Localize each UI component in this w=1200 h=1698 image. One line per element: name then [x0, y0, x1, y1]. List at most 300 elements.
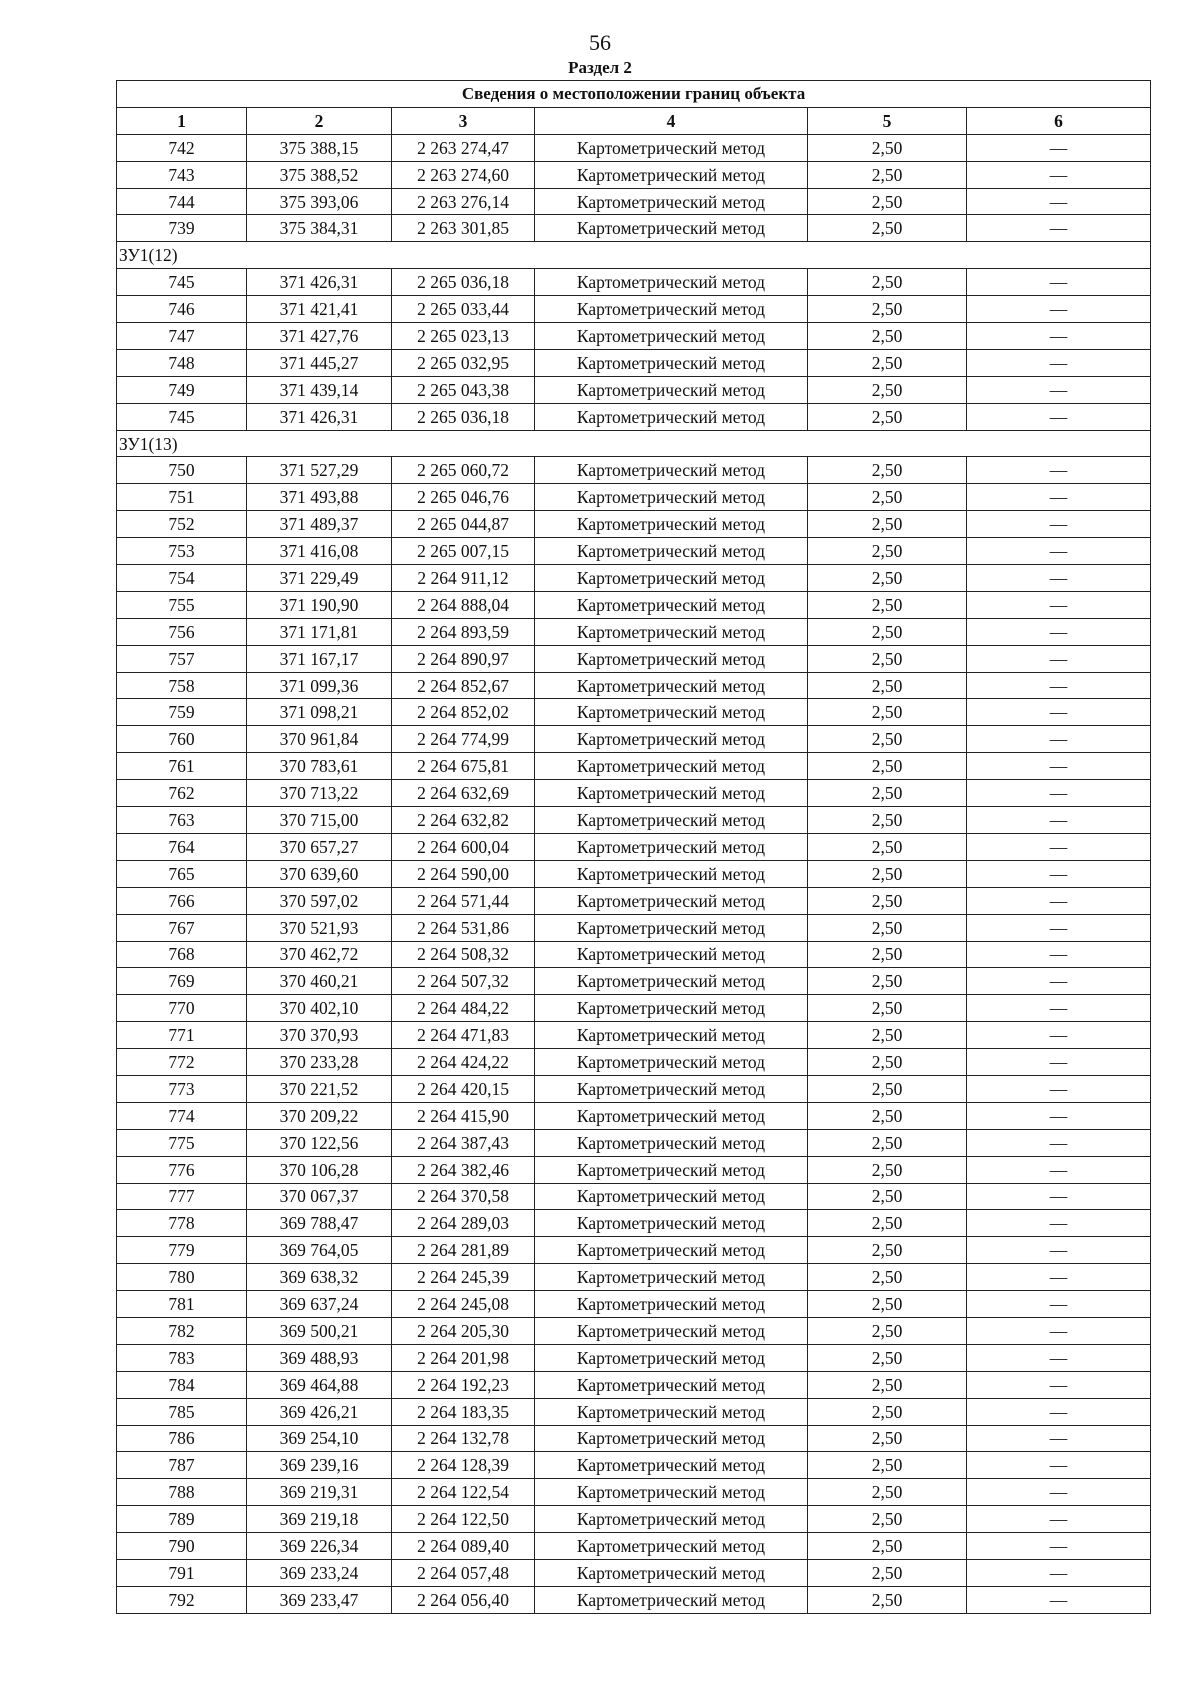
- y-coordinate-cell: 2 264 484,22: [392, 995, 535, 1022]
- accuracy-cell: 2,50: [808, 941, 967, 968]
- point-number-cell: 743: [117, 161, 247, 188]
- method-cell: Картометрический метод: [535, 780, 808, 807]
- note-cell: —: [967, 1533, 1151, 1560]
- point-number-cell: 764: [117, 833, 247, 860]
- accuracy-cell: 2,50: [808, 215, 967, 242]
- accuracy-cell: 2,50: [808, 269, 967, 296]
- y-coordinate-cell: 2 264 183,35: [392, 1398, 535, 1425]
- x-coordinate-cell: 371 416,08: [247, 538, 392, 565]
- y-coordinate-cell: 2 263 276,14: [392, 188, 535, 215]
- method-cell: Картометрический метод: [535, 807, 808, 834]
- x-coordinate-cell: 371 171,81: [247, 618, 392, 645]
- y-coordinate-cell: 2 264 675,81: [392, 753, 535, 780]
- method-cell: Картометрический метод: [535, 349, 808, 376]
- accuracy-cell: 2,50: [808, 645, 967, 672]
- accuracy-cell: 2,50: [808, 1452, 967, 1479]
- note-cell: —: [967, 565, 1151, 592]
- note-cell: —: [967, 968, 1151, 995]
- note-cell: —: [967, 511, 1151, 538]
- method-cell: Картометрический метод: [535, 269, 808, 296]
- accuracy-cell: 2,50: [808, 1156, 967, 1183]
- y-coordinate-cell: 2 264 387,43: [392, 1129, 535, 1156]
- y-coordinate-cell: 2 264 415,90: [392, 1102, 535, 1129]
- note-cell: —: [967, 484, 1151, 511]
- method-cell: Картометрический метод: [535, 376, 808, 403]
- note-cell: —: [967, 1586, 1151, 1613]
- accuracy-cell: 2,50: [808, 1264, 967, 1291]
- note-cell: —: [967, 161, 1151, 188]
- table-row: [117, 1344, 1151, 1371]
- accuracy-cell: 2,50: [808, 726, 967, 753]
- group-row: [117, 242, 1151, 269]
- x-coordinate-cell: 370 460,21: [247, 968, 392, 995]
- point-number-cell: 785: [117, 1398, 247, 1425]
- column-number: 5: [808, 107, 967, 134]
- table-row: [117, 134, 1151, 161]
- note-cell: —: [967, 995, 1151, 1022]
- method-cell: Картометрический метод: [535, 1479, 808, 1506]
- method-cell: Картометрический метод: [535, 215, 808, 242]
- y-coordinate-cell: 2 265 044,87: [392, 511, 535, 538]
- note-cell: —: [967, 323, 1151, 350]
- note-cell: —: [967, 457, 1151, 484]
- point-number-cell: 770: [117, 995, 247, 1022]
- y-coordinate-cell: 2 265 046,76: [392, 484, 535, 511]
- y-coordinate-cell: 2 264 205,30: [392, 1317, 535, 1344]
- y-coordinate-cell: 2 264 600,04: [392, 833, 535, 860]
- table-row: [117, 860, 1151, 887]
- method-cell: Картометрический метод: [535, 645, 808, 672]
- note-cell: —: [967, 1559, 1151, 1586]
- y-coordinate-cell: 2 263 301,85: [392, 215, 535, 242]
- note-cell: —: [967, 591, 1151, 618]
- y-coordinate-cell: 2 264 632,69: [392, 780, 535, 807]
- accuracy-cell: 2,50: [808, 1344, 967, 1371]
- y-coordinate-cell: 2 264 128,39: [392, 1452, 535, 1479]
- method-cell: Картометрический метод: [535, 672, 808, 699]
- table-row: [117, 1183, 1151, 1210]
- point-number-cell: 747: [117, 323, 247, 350]
- table-row: [117, 591, 1151, 618]
- point-number-cell: 787: [117, 1452, 247, 1479]
- point-number-cell: 751: [117, 484, 247, 511]
- method-cell: Картометрический метод: [535, 726, 808, 753]
- point-number-cell: 757: [117, 645, 247, 672]
- y-coordinate-cell: 2 264 890,97: [392, 645, 535, 672]
- note-cell: —: [967, 376, 1151, 403]
- point-number-cell: 790: [117, 1533, 247, 1560]
- x-coordinate-cell: 375 388,15: [247, 134, 392, 161]
- table-row: [117, 457, 1151, 484]
- x-coordinate-cell: 369 219,18: [247, 1506, 392, 1533]
- x-coordinate-cell: 370 462,72: [247, 941, 392, 968]
- table-body: [117, 134, 1151, 1613]
- x-coordinate-cell: 371 439,14: [247, 376, 392, 403]
- group-label: ЗУ1(12): [117, 242, 1151, 269]
- method-cell: Картометрический метод: [535, 538, 808, 565]
- note-cell: —: [967, 188, 1151, 215]
- note-cell: —: [967, 1452, 1151, 1479]
- x-coordinate-cell: 369 226,34: [247, 1533, 392, 1560]
- x-coordinate-cell: 369 638,32: [247, 1264, 392, 1291]
- y-coordinate-cell: 2 264 122,54: [392, 1479, 535, 1506]
- note-cell: —: [967, 1264, 1151, 1291]
- method-cell: Картометрический метод: [535, 1102, 808, 1129]
- y-coordinate-cell: 2 264 507,32: [392, 968, 535, 995]
- note-cell: —: [967, 914, 1151, 941]
- y-coordinate-cell: 2 265 007,15: [392, 538, 535, 565]
- x-coordinate-cell: 371 445,27: [247, 349, 392, 376]
- accuracy-cell: 2,50: [808, 753, 967, 780]
- method-cell: Картометрический метод: [535, 1291, 808, 1318]
- point-number-cell: 750: [117, 457, 247, 484]
- accuracy-cell: 2,50: [808, 1425, 967, 1452]
- method-cell: Картометрический метод: [535, 860, 808, 887]
- point-number-cell: 753: [117, 538, 247, 565]
- method-cell: Картометрический метод: [535, 1344, 808, 1371]
- x-coordinate-cell: 371 527,29: [247, 457, 392, 484]
- note-cell: —: [967, 780, 1151, 807]
- note-cell: —: [967, 1156, 1151, 1183]
- x-coordinate-cell: 370 233,28: [247, 1049, 392, 1076]
- method-cell: Картометрический метод: [535, 1586, 808, 1613]
- y-coordinate-cell: 2 264 911,12: [392, 565, 535, 592]
- accuracy-cell: 2,50: [808, 1398, 967, 1425]
- table-row: [117, 1156, 1151, 1183]
- table-row: [117, 1506, 1151, 1533]
- note-cell: —: [967, 860, 1151, 887]
- y-coordinate-cell: 2 264 245,08: [392, 1291, 535, 1318]
- point-number-cell: 791: [117, 1559, 247, 1586]
- accuracy-cell: 2,50: [808, 538, 967, 565]
- y-coordinate-cell: 2 263 274,47: [392, 134, 535, 161]
- x-coordinate-cell: 370 122,56: [247, 1129, 392, 1156]
- y-coordinate-cell: 2 263 274,60: [392, 161, 535, 188]
- y-coordinate-cell: 2 264 508,32: [392, 941, 535, 968]
- note-cell: —: [967, 753, 1151, 780]
- table-row: [117, 699, 1151, 726]
- x-coordinate-cell: 371 489,37: [247, 511, 392, 538]
- y-coordinate-cell: 2 264 888,04: [392, 591, 535, 618]
- y-coordinate-cell: 2 264 289,03: [392, 1210, 535, 1237]
- table-row: [117, 1398, 1151, 1425]
- note-cell: —: [967, 1479, 1151, 1506]
- note-cell: —: [967, 699, 1151, 726]
- accuracy-cell: 2,50: [808, 349, 967, 376]
- accuracy-cell: 2,50: [808, 376, 967, 403]
- point-number-cell: 752: [117, 511, 247, 538]
- y-coordinate-cell: 2 264 370,58: [392, 1183, 535, 1210]
- x-coordinate-cell: 370 961,84: [247, 726, 392, 753]
- method-cell: Картометрический метод: [535, 1506, 808, 1533]
- y-coordinate-cell: 2 264 632,82: [392, 807, 535, 834]
- method-cell: Картометрический метод: [535, 1156, 808, 1183]
- accuracy-cell: 2,50: [808, 1183, 967, 1210]
- accuracy-cell: 2,50: [808, 1371, 967, 1398]
- table-row: [117, 269, 1151, 296]
- note-cell: —: [967, 134, 1151, 161]
- accuracy-cell: 2,50: [808, 161, 967, 188]
- method-cell: Картометрический метод: [535, 1559, 808, 1586]
- y-coordinate-cell: 2 264 281,89: [392, 1237, 535, 1264]
- point-number-cell: 781: [117, 1291, 247, 1318]
- y-coordinate-cell: 2 264 122,50: [392, 1506, 535, 1533]
- x-coordinate-cell: 369 764,05: [247, 1237, 392, 1264]
- point-number-cell: 775: [117, 1129, 247, 1156]
- point-number-cell: 786: [117, 1425, 247, 1452]
- method-cell: Картометрический метод: [535, 134, 808, 161]
- y-coordinate-cell: 2 264 852,02: [392, 699, 535, 726]
- y-coordinate-cell: 2 265 033,44: [392, 296, 535, 323]
- point-number-cell: 761: [117, 753, 247, 780]
- point-number-cell: 754: [117, 565, 247, 592]
- table-row: [117, 995, 1151, 1022]
- method-cell: Картометрический метод: [535, 511, 808, 538]
- method-cell: Картометрический метод: [535, 565, 808, 592]
- table-row: [117, 672, 1151, 699]
- method-cell: Картометрический метод: [535, 1425, 808, 1452]
- x-coordinate-cell: 370 209,22: [247, 1102, 392, 1129]
- note-cell: —: [967, 296, 1151, 323]
- note-cell: —: [967, 403, 1151, 430]
- method-cell: Картометрический метод: [535, 618, 808, 645]
- point-number-cell: 774: [117, 1102, 247, 1129]
- accuracy-cell: 2,50: [808, 618, 967, 645]
- method-cell: Картометрический метод: [535, 968, 808, 995]
- y-coordinate-cell: 2 265 060,72: [392, 457, 535, 484]
- method-cell: Картометрический метод: [535, 457, 808, 484]
- x-coordinate-cell: 369 254,10: [247, 1425, 392, 1452]
- note-cell: —: [967, 1425, 1151, 1452]
- method-cell: Картометрический метод: [535, 887, 808, 914]
- y-coordinate-cell: 2 264 201,98: [392, 1344, 535, 1371]
- table-row: [117, 1237, 1151, 1264]
- point-number-cell: 784: [117, 1371, 247, 1398]
- method-cell: Картометрический метод: [535, 188, 808, 215]
- table-row: [117, 1075, 1151, 1102]
- y-coordinate-cell: 2 264 590,00: [392, 860, 535, 887]
- table-row: [117, 1452, 1151, 1479]
- y-coordinate-cell: 2 264 571,44: [392, 887, 535, 914]
- accuracy-cell: 2,50: [808, 887, 967, 914]
- y-coordinate-cell: 2 264 245,39: [392, 1264, 535, 1291]
- method-cell: Картометрический метод: [535, 914, 808, 941]
- note-cell: —: [967, 1075, 1151, 1102]
- method-cell: Картометрический метод: [535, 1398, 808, 1425]
- note-cell: —: [967, 1049, 1151, 1076]
- method-cell: Картометрический метод: [535, 1371, 808, 1398]
- note-cell: —: [967, 726, 1151, 753]
- x-coordinate-cell: 375 393,06: [247, 188, 392, 215]
- x-coordinate-cell: 370 106,28: [247, 1156, 392, 1183]
- x-coordinate-cell: 370 713,22: [247, 780, 392, 807]
- accuracy-cell: 2,50: [808, 1479, 967, 1506]
- method-cell: Картометрический метод: [535, 1237, 808, 1264]
- accuracy-cell: 2,50: [808, 1049, 967, 1076]
- x-coordinate-cell: 369 788,47: [247, 1210, 392, 1237]
- method-cell: Картометрический метод: [535, 323, 808, 350]
- method-cell: Картометрический метод: [535, 1049, 808, 1076]
- note-cell: —: [967, 269, 1151, 296]
- point-number-cell: 759: [117, 699, 247, 726]
- accuracy-cell: 2,50: [808, 591, 967, 618]
- x-coordinate-cell: 371 426,31: [247, 269, 392, 296]
- column-number: 2: [247, 107, 392, 134]
- accuracy-cell: 2,50: [808, 699, 967, 726]
- point-number-cell: 755: [117, 591, 247, 618]
- method-cell: Картометрический метод: [535, 484, 808, 511]
- accuracy-cell: 2,50: [808, 1506, 967, 1533]
- x-coordinate-cell: 375 384,31: [247, 215, 392, 242]
- x-coordinate-cell: 371 426,31: [247, 403, 392, 430]
- method-cell: Картометрический метод: [535, 1264, 808, 1291]
- note-cell: —: [967, 1210, 1151, 1237]
- table-row: [117, 726, 1151, 753]
- table-row: [117, 376, 1151, 403]
- note-cell: —: [967, 1371, 1151, 1398]
- table-row: [117, 323, 1151, 350]
- point-number-cell: 760: [117, 726, 247, 753]
- accuracy-cell: 2,50: [808, 1210, 967, 1237]
- table-row: [117, 161, 1151, 188]
- x-coordinate-cell: 370 657,27: [247, 833, 392, 860]
- table-row: [117, 887, 1151, 914]
- y-coordinate-cell: 2 265 036,18: [392, 403, 535, 430]
- accuracy-cell: 2,50: [808, 323, 967, 350]
- point-number-cell: 744: [117, 188, 247, 215]
- note-cell: —: [967, 538, 1151, 565]
- column-number: 4: [535, 107, 808, 134]
- table-row: [117, 618, 1151, 645]
- note-cell: —: [967, 1291, 1151, 1318]
- x-coordinate-cell: 371 493,88: [247, 484, 392, 511]
- x-coordinate-cell: 371 167,17: [247, 645, 392, 672]
- x-coordinate-cell: 369 464,88: [247, 1371, 392, 1398]
- column-number-row: [117, 107, 1151, 134]
- note-cell: —: [967, 1237, 1151, 1264]
- x-coordinate-cell: 369 426,21: [247, 1398, 392, 1425]
- x-coordinate-cell: 370 067,37: [247, 1183, 392, 1210]
- accuracy-cell: 2,50: [808, 1129, 967, 1156]
- accuracy-cell: 2,50: [808, 188, 967, 215]
- y-coordinate-cell: 2 265 023,13: [392, 323, 535, 350]
- accuracy-cell: 2,50: [808, 780, 967, 807]
- table-row: [117, 753, 1151, 780]
- page-number: 56: [589, 30, 611, 55]
- method-cell: Картометрический метод: [535, 753, 808, 780]
- table-row: [117, 1371, 1151, 1398]
- method-cell: Картометрический метод: [535, 1075, 808, 1102]
- point-number-cell: 765: [117, 860, 247, 887]
- table-row: [117, 807, 1151, 834]
- note-cell: —: [967, 1129, 1151, 1156]
- x-coordinate-cell: 369 500,21: [247, 1317, 392, 1344]
- point-number-cell: 763: [117, 807, 247, 834]
- method-cell: Картометрический метод: [535, 995, 808, 1022]
- x-coordinate-cell: 369 637,24: [247, 1291, 392, 1318]
- point-number-cell: 788: [117, 1479, 247, 1506]
- group-label: ЗУ1(13): [117, 430, 1151, 457]
- y-coordinate-cell: 2 264 774,99: [392, 726, 535, 753]
- table-row: [117, 1129, 1151, 1156]
- accuracy-cell: 2,50: [808, 565, 967, 592]
- point-number-cell: 776: [117, 1156, 247, 1183]
- accuracy-cell: 2,50: [808, 1102, 967, 1129]
- method-cell: Картометрический метод: [535, 591, 808, 618]
- accuracy-cell: 2,50: [808, 672, 967, 699]
- note-cell: —: [967, 1102, 1151, 1129]
- accuracy-cell: 2,50: [808, 860, 967, 887]
- table-row: [117, 780, 1151, 807]
- table-row: [117, 1559, 1151, 1586]
- table-row: [117, 1533, 1151, 1560]
- y-coordinate-cell: 2 264 056,40: [392, 1586, 535, 1613]
- point-number-cell: 772: [117, 1049, 247, 1076]
- y-coordinate-cell: 2 264 132,78: [392, 1425, 535, 1452]
- table-row: [117, 188, 1151, 215]
- note-cell: —: [967, 887, 1151, 914]
- table-row: [117, 484, 1151, 511]
- accuracy-cell: 2,50: [808, 484, 967, 511]
- column-number: 3: [392, 107, 535, 134]
- table-row: [117, 941, 1151, 968]
- point-number-cell: 756: [117, 618, 247, 645]
- method-cell: Картометрический метод: [535, 941, 808, 968]
- x-coordinate-cell: 370 402,10: [247, 995, 392, 1022]
- note-cell: —: [967, 941, 1151, 968]
- note-cell: —: [967, 833, 1151, 860]
- x-coordinate-cell: 370 597,02: [247, 887, 392, 914]
- point-number-cell: 771: [117, 1022, 247, 1049]
- y-coordinate-cell: 2 264 531,86: [392, 914, 535, 941]
- point-number-cell: 762: [117, 780, 247, 807]
- x-coordinate-cell: 371 099,36: [247, 672, 392, 699]
- table-caption-row: [117, 81, 1151, 108]
- point-number-cell: 779: [117, 1237, 247, 1264]
- y-coordinate-cell: 2 264 893,59: [392, 618, 535, 645]
- note-cell: —: [967, 1022, 1151, 1049]
- point-number-cell: 748: [117, 349, 247, 376]
- point-number-cell: 769: [117, 968, 247, 995]
- method-cell: Картометрический метод: [535, 699, 808, 726]
- accuracy-cell: 2,50: [808, 511, 967, 538]
- point-number-cell: 766: [117, 887, 247, 914]
- section-title: Раздел 2: [568, 58, 632, 77]
- table-row: [117, 645, 1151, 672]
- y-coordinate-cell: 2 264 192,23: [392, 1371, 535, 1398]
- table-row: [117, 403, 1151, 430]
- table-row: [117, 1102, 1151, 1129]
- point-number-cell: 746: [117, 296, 247, 323]
- point-number-cell: 777: [117, 1183, 247, 1210]
- point-number-cell: 749: [117, 376, 247, 403]
- x-coordinate-cell: 370 639,60: [247, 860, 392, 887]
- note-cell: —: [967, 1506, 1151, 1533]
- method-cell: Картометрический метод: [535, 161, 808, 188]
- table-row: [117, 1317, 1151, 1344]
- note-cell: —: [967, 349, 1151, 376]
- table-row: [117, 1586, 1151, 1613]
- column-number: 6: [967, 107, 1151, 134]
- accuracy-cell: 2,50: [808, 1533, 967, 1560]
- note-cell: —: [967, 1317, 1151, 1344]
- point-number-cell: 789: [117, 1506, 247, 1533]
- y-coordinate-cell: 2 264 382,46: [392, 1156, 535, 1183]
- accuracy-cell: 2,50: [808, 833, 967, 860]
- accuracy-cell: 2,50: [808, 1559, 967, 1586]
- note-cell: —: [967, 1398, 1151, 1425]
- y-coordinate-cell: 2 264 057,48: [392, 1559, 535, 1586]
